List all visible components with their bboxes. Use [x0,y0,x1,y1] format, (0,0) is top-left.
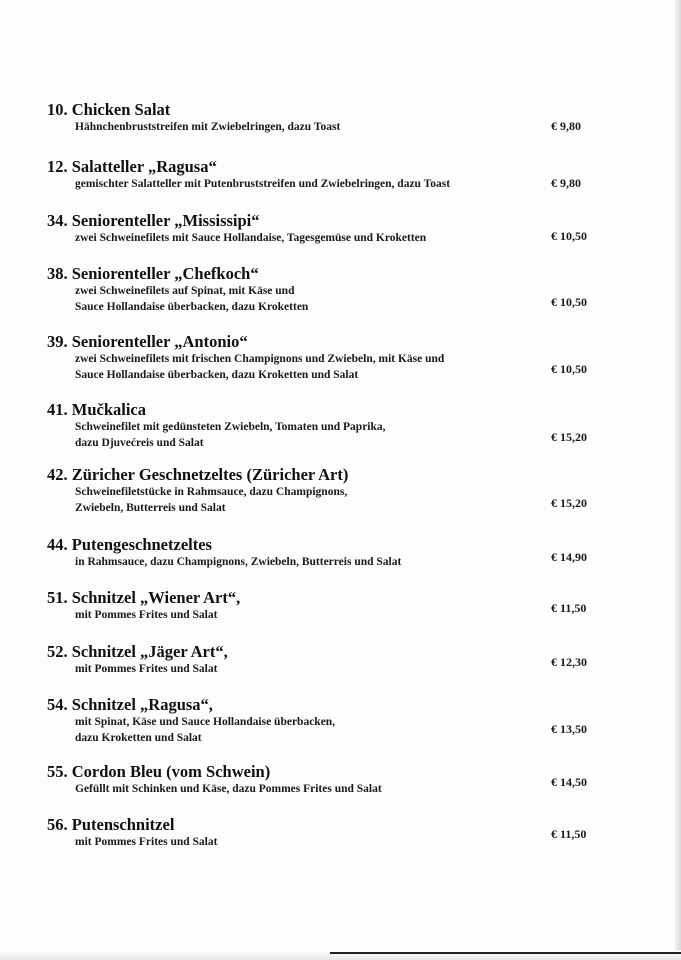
menu-item-description: mit Spinat, Käse und Sauce Hollandaise überbacken, [75,716,336,728]
menu-item [47,589,607,623]
menu-item-description: in Rahmsauce, dazu Champignons, Zwiebeln, Butterreis und Salat [75,556,402,568]
menu-item-title: 34. Seniorenteller „Mississipi“ [47,211,260,230]
menu-item-description: zwei Schweinefilets mit Sauce Hollandaise, Tagesgemüse und Kroketten [75,232,427,244]
menu-item-description: gemischter Salatteller mit Putenbruststreifen und Zwiebelringen, dazu Toast [75,178,451,190]
menu-item-title: 52. Schnitzel „Jäger Art“, [47,642,228,661]
menu-item-description: mit Pommes Frites und Salat [75,836,218,848]
menu-item-description: Hähnchenbruststreifen mit Zwiebelringen, dazu Toast [75,121,341,133]
menu-item-price: € 13,50 [551,722,587,736]
menu-item-price: € 15,20 [551,430,587,444]
menu-item-description: dazu Djuvećreis und Salat [75,437,204,449]
menu-item-description: Gefüllt mit Schinken und Käse, dazu Pommes Frites und Salat [75,783,382,795]
menu-item [47,466,607,516]
menu-item-description: mit Pommes Frites und Salat [75,609,218,621]
menu-item-price: € 14,90 [551,550,587,564]
menu-item-description: Schweinefilet mit gedünsteten Zwiebeln, Tomaten und Paprika, [75,421,386,433]
menu-item-description: Sauce Hollandaise überbacken, dazu Kroketten und Salat [75,369,359,381]
menu-item-price: € 9,80 [551,176,581,190]
menu-item-title: 42. Züricher Geschnetzeltes (Züricher Art) [47,465,349,484]
menu-item-description: Zwiebeln, Butterreis und Salat [75,502,226,514]
menu-item [47,401,607,451]
menu-item [47,265,607,315]
menu-item-title: 12. Salatteller „Ragusa“ [47,157,217,176]
menu-item-price: € 15,20 [551,496,587,510]
menu-item-title: 44. Putengeschnetzeltes [47,535,212,554]
menu-item-price: € 12,30 [551,655,587,669]
menu-item [47,816,607,850]
menu-item-title: 41. Mučkalica [47,400,146,419]
menu-item [47,536,607,570]
page-right-edge-shadow [675,0,681,960]
menu-item-title: 38. Seniorenteller „Chefkoch“ [47,264,259,283]
menu-item-description: Sauce Hollandaise überbacken, dazu Kroketten [75,301,309,313]
menu-item [47,763,607,797]
menu-item [47,101,607,135]
menu-item-title: 10. Chicken Salat [47,100,171,119]
menu-item-title: 54. Schnitzel „Ragusa“, [47,695,213,714]
menu-item [47,212,607,246]
menu-item-price: € 14,50 [551,775,587,789]
menu-item-title: 56. Putenschnitzel [47,815,175,834]
menu-item-description: dazu Kroketten und Salat [75,732,202,744]
page-bottom-line [330,952,681,954]
menu-item-description: zwei Schweinefilets auf Spinat, mit Käse und [75,285,295,297]
menu-item-price: € 9,80 [551,119,581,133]
menu-item [47,643,607,677]
menu-item-price: € 10,50 [551,362,587,376]
menu-item-price: € 10,50 [551,229,587,243]
menu-item-description: Schweinefiletstücke in Rahmsauce, dazu Champignons, [75,486,348,498]
menu-item-title: 39. Seniorenteller „Antonio“ [47,332,248,351]
menu-item-price: € 10,50 [551,295,587,309]
menu-item [47,158,607,192]
menu-item-description: zwei Schweinefilets mit frischen Champignons und Zwiebeln, mit Käse und [75,353,445,365]
menu-item-title: 51. Schnitzel „Wiener Art“, [47,588,241,607]
menu-item [47,696,607,746]
menu-item-price: € 11,50 [551,827,587,841]
menu-item [47,333,607,383]
menu-item-title: 55. Cordon Bleu (vom Schwein) [47,762,271,781]
menu-item-price: € 11,50 [551,601,587,615]
menu-item-description: mit Pommes Frites und Salat [75,663,218,675]
